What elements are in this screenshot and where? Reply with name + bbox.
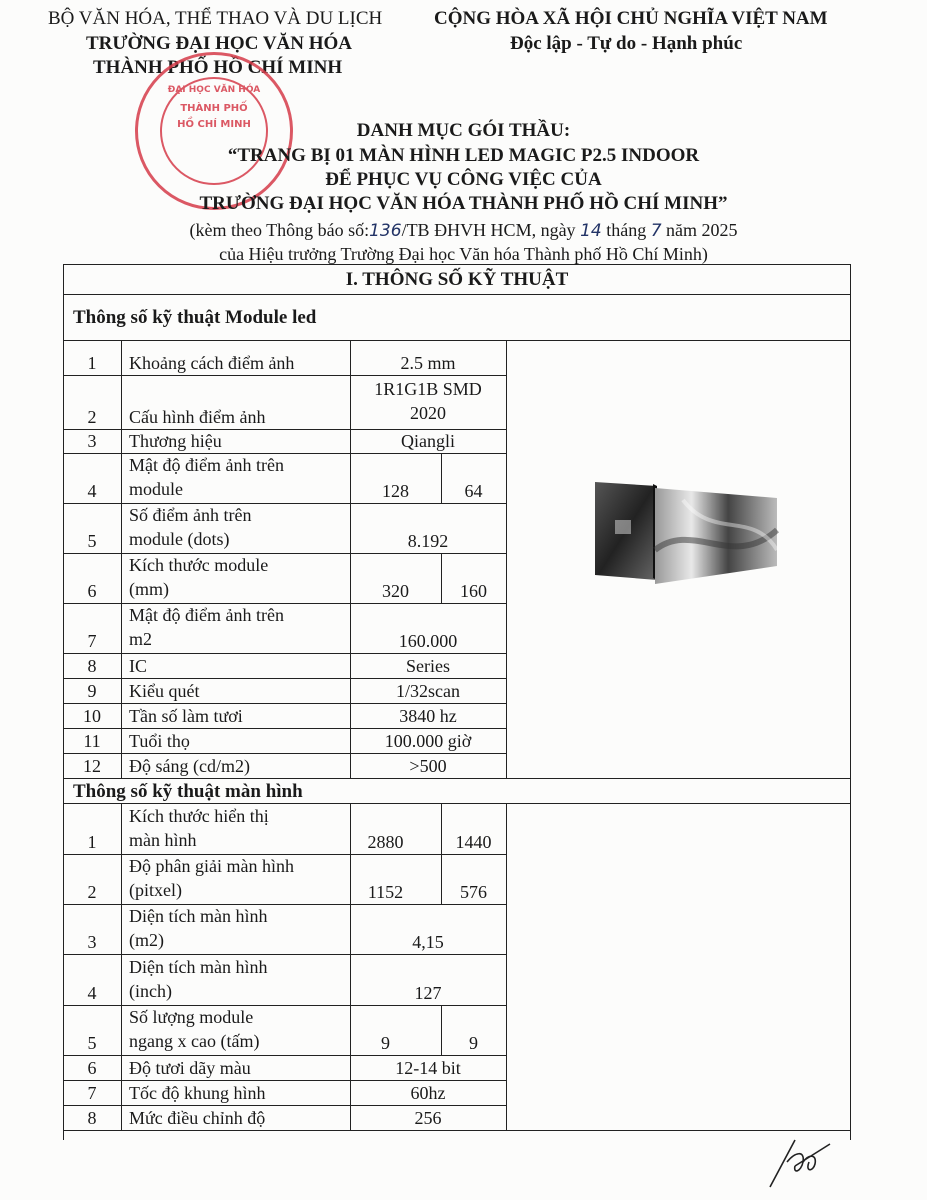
spec-label: Độ tươi dãy màu [129, 1058, 251, 1078]
spec-label: Số điểm ảnh trên [129, 505, 252, 525]
spec-value-b: 1440 [455, 832, 492, 852]
spec-label: IC [129, 656, 147, 676]
notice-prefix: (kèm theo Thông báo số: [189, 220, 370, 240]
notice-month-handwritten: 7 [650, 221, 662, 241]
spec-label-cont: (mm) [129, 579, 169, 599]
section-title: I. THÔNG SỐ KỸ THUẬT [345, 269, 569, 290]
spec-label-cont: (pitxel) [129, 880, 182, 900]
spec-label: Mật độ điểm ảnh trên [129, 605, 284, 625]
signature-mark [765, 1132, 835, 1190]
spec-row-number: 4 [87, 983, 97, 1003]
spec-value: 256 [414, 1108, 442, 1128]
spec-value-a: 128 [382, 481, 409, 501]
spec-row-number: 4 [87, 481, 97, 501]
spec-label: Tần số làm tươi [129, 706, 243, 726]
spec-row-number: 9 [87, 681, 97, 701]
spec-label: Tốc độ khung hình [129, 1083, 266, 1103]
spec-label: Kích thước hiển thị [129, 806, 269, 826]
spec-value: 4,15 [412, 932, 444, 952]
spec-value-b: 9 [469, 1033, 478, 1053]
spec-label-cont: (m2) [129, 930, 164, 950]
spec-row-number: 2 [87, 882, 97, 902]
stamp-text-line2: THÀNH PHỐ [180, 103, 248, 114]
spec-value: 8.192 [407, 531, 449, 551]
spec-value: 1R1G1B SMD [374, 379, 482, 399]
spec-label: Tuổi thọ [129, 731, 190, 751]
spec-value-a: 2880 [367, 832, 404, 852]
spec-value: 3840 hz [399, 706, 457, 726]
notice-day-handwritten: 14 [580, 221, 602, 241]
university-name-line1: TRƯỜNG ĐẠI HỌC VĂN HÓA [86, 33, 353, 54]
spec-label-cont: module [129, 479, 183, 499]
module-heading: Thông số kỹ thuật Module led [73, 307, 317, 328]
spec-label: Mật độ điểm ảnh trên [129, 455, 284, 475]
university-name-line2: THÀNH PHỐ HỒ CHÍ MINH [93, 57, 343, 78]
spec-row-number: 2 [87, 407, 97, 427]
spec-row-number: 6 [87, 1058, 97, 1078]
spec-value-a: 320 [382, 581, 409, 601]
spec-row-number: 8 [87, 1108, 97, 1128]
spec-label: Thương hiệu [129, 431, 222, 451]
spec-label: Diện tích màn hình [129, 906, 268, 926]
spec-value: 100.000 giờ [384, 731, 472, 751]
spec-value: 12-14 bit [395, 1058, 461, 1078]
led-module-image [593, 480, 779, 585]
spec-row-number: 3 [87, 932, 97, 952]
document-title-line1: DANH MỤC GÓI THẦU: [356, 120, 571, 141]
spec-row-number: 6 [87, 581, 97, 601]
spec-label-cont: module (dots) [129, 529, 230, 549]
specification-table [63, 264, 851, 1140]
spec-value: 60hz [410, 1083, 446, 1103]
spec-label: Cấu hình điểm ảnh [129, 407, 266, 427]
country-name: CỘNG HÒA XÃ HỘI CHỦ NGHĨA VIỆT NAM [434, 8, 828, 29]
notice-year: năm 2025 [666, 220, 738, 240]
spec-label: Kiểu quét [129, 681, 200, 701]
spec-row-number: 8 [87, 656, 97, 676]
spec-value: 127 [414, 983, 442, 1003]
spec-value: 1/32scan [396, 681, 460, 701]
spec-row-number: 10 [83, 706, 101, 726]
spec-row-number: 5 [87, 1033, 97, 1053]
screen-heading: Thông số kỹ thuật màn hình [73, 781, 303, 802]
stamp-text-line1: ĐẠI HỌC VĂN HÓA [167, 85, 261, 95]
spec-value: 160.000 [398, 631, 458, 651]
spec-row-number: 3 [87, 431, 97, 451]
spec-label: Kích thước module [129, 555, 269, 575]
spec-row-number: 5 [87, 531, 97, 551]
spec-row-number: 7 [87, 1083, 97, 1103]
spec-label-cont: m2 [129, 629, 153, 649]
spec-label-cont: (inch) [129, 981, 172, 1001]
spec-value: >500 [409, 756, 447, 776]
spec-label: Mức điều chỉnh độ [129, 1108, 266, 1128]
document-title-line3: ĐỂ PHỤC VỤ CÔNG VIỆC CỦA [325, 169, 602, 190]
notice-mid: /TB ĐHVH HCM, ngày [401, 220, 576, 240]
notice-month-label: tháng [606, 220, 647, 240]
spec-label: Độ phân giải màn hình [129, 856, 294, 876]
spec-row-number: 1 [87, 353, 97, 373]
notice-issuer-line: của Hiệu trưởng Trường Đại học Văn hóa Thành phố Hồ Chí Minh) [219, 244, 708, 264]
ministry-name: BỘ VĂN HÓA, THỂ THAO VÀ DU LỊCH [48, 8, 383, 29]
spec-label: Số lượng module [129, 1007, 254, 1027]
spec-value: Qiangli [401, 431, 455, 451]
stamp-text-line3: HỒ CHÍ MINH [177, 119, 251, 130]
national-motto: Độc lập - Tự do - Hạnh phúc [510, 33, 743, 54]
notice-reference-line [0, 220, 927, 241]
spec-value-b: 64 [464, 481, 483, 501]
document-title-line4: TRƯỜNG ĐẠI HỌC VĂN HÓA THÀNH PHỐ HỒ CHÍ MINH” [199, 193, 728, 214]
spec-row-number: 1 [87, 832, 97, 852]
document-title-line2: “TRANG BỊ 01 MÀN HÌNH LED MAGIC P2.5 INDOOR [227, 145, 700, 166]
spec-label: Độ sáng (cd/m2) [129, 756, 250, 776]
spec-row-number: 7 [87, 631, 97, 651]
spec-value-cont: 2020 [410, 403, 446, 423]
spec-value-a: 1152 [367, 882, 404, 902]
spec-label: Diện tích màn hình [129, 957, 268, 977]
spec-value: Series [406, 656, 450, 676]
spec-label-cont: màn hình [129, 830, 197, 850]
spec-row-number: 12 [83, 756, 101, 776]
spec-row-number: 11 [83, 731, 101, 751]
spec-value: 2.5 mm [400, 353, 456, 373]
spec-value-b: 160 [460, 581, 487, 601]
spec-value-a: 9 [381, 1033, 390, 1053]
notice-number-handwritten: 136 [369, 221, 402, 241]
spec-label-cont: ngang x cao (tấm) [129, 1031, 260, 1051]
spec-label: Khoảng cách điểm ảnh [129, 353, 295, 373]
spec-value-b: 576 [460, 882, 487, 902]
